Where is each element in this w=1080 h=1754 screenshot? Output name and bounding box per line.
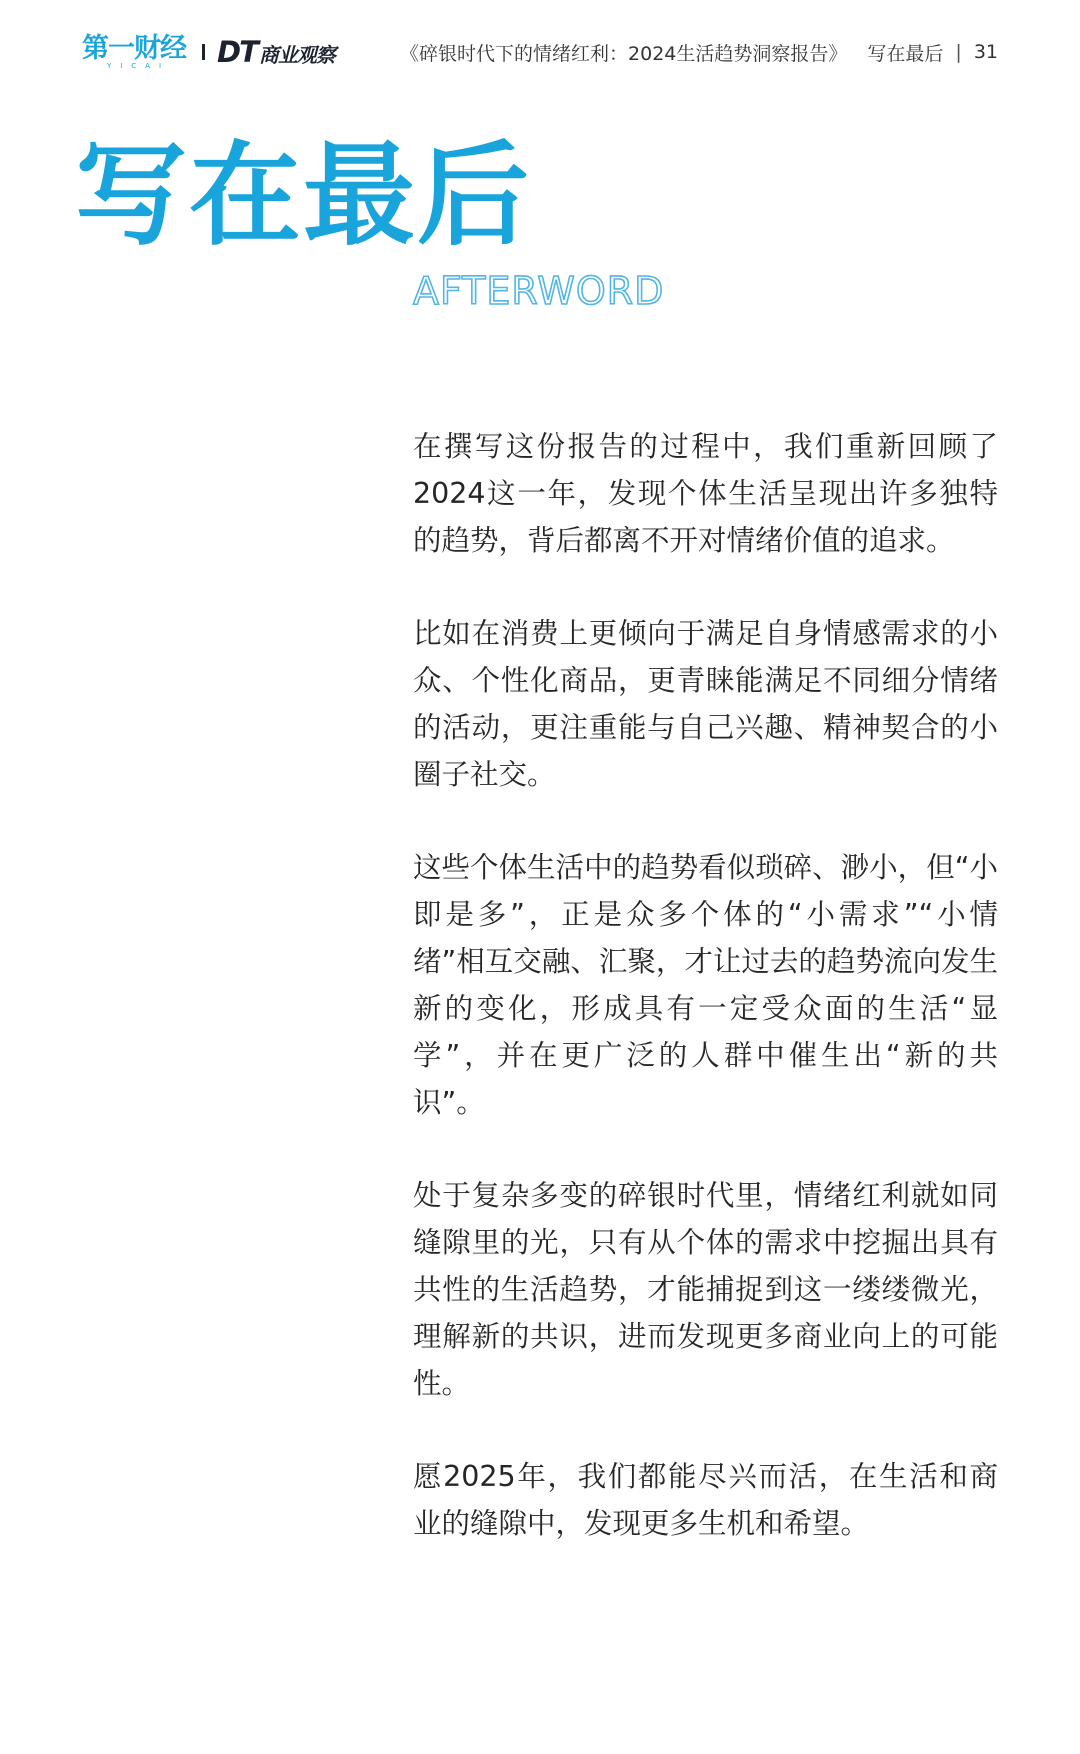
paragraph-3: 这些个体生活中的趋势看似琐碎、渺小，但“小即是多”，正是众多个体的“小需求”“小情绪”相互交融、汇聚，才让过去的趋势流向发生新的变化，形成具有一定受众面的生活“显学”，并在更广泛的人群中催生出“新的共识”。 [413, 851, 998, 1119]
page-header [82, 30, 998, 74]
page-subtitle: AFTERWORD [413, 269, 665, 313]
section-name: 写在最后 [867, 42, 944, 65]
header-info [400, 39, 998, 66]
paragraph-5: 愿2025年，我们都能尽兴而活，在生活和商业的缝隙中，发现更多生机和希望。 [413, 1460, 998, 1540]
page-title: 写在最后 [75, 131, 531, 261]
dt-logo-text: 商业观察 [258, 43, 335, 67]
afterword-body [413, 423, 998, 1593]
report-title: 《碎银时代下的情绪红利：2024生活趋势洞察报告》 [400, 42, 848, 65]
yicai-logo-subtext: YICAI [106, 61, 171, 70]
dt-logo [217, 35, 335, 69]
dt-logo-mark: DT [217, 35, 257, 69]
yicai-logo [82, 32, 186, 70]
header-separator: | [955, 41, 962, 63]
paragraph-2: 比如在消费上更倾向于满足自身情感需求的小众、个性化商品，更青睐能满足不同细分情绪的活动，更注重能与自己兴趣、精神契合的小圈子社交。 [413, 617, 998, 791]
yicai-logo-text: 第一财经 [82, 32, 186, 64]
page-number: 31 [973, 41, 998, 63]
paragraph-4: 处于复杂多变的碎银时代里，情绪红利就如同缝隙里的光，只有从个体的需求中挖掘出具有共性的生活趋势，才能捕捉到这一缕缕微光，理解新的共识，进而发现更多商业向上的可能性。 [413, 1179, 998, 1400]
logo-divider [202, 44, 205, 60]
paragraph-1: 在撰写这份报告的过程中，我们重新回顾了2024这一年，发现个体生活呈现出许多独特的趋势，背后都离不开对情绪价值的追求。 [413, 430, 998, 557]
